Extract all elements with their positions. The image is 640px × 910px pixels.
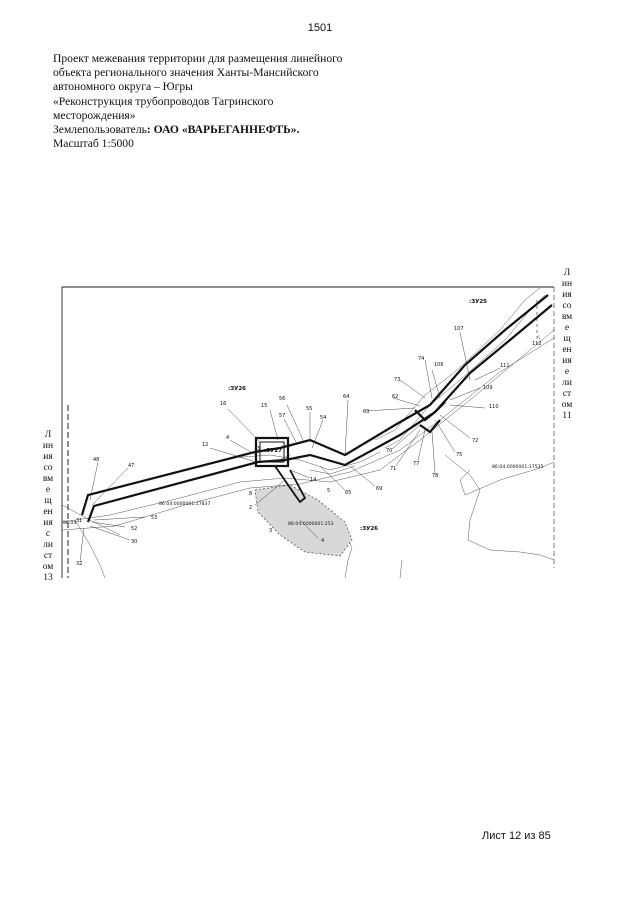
land-user-label: Землепользователь — [53, 123, 147, 137]
point-65: 65 — [345, 490, 352, 496]
title-line-4: «Реконструкция трубопроводов Тагринского — [53, 94, 274, 108]
point-74: 74 — [418, 356, 425, 362]
point-31: 31 — [76, 518, 83, 524]
point-3b: 3 — [269, 528, 273, 534]
title-line-3: автономного округа – Югры — [53, 80, 193, 94]
point-47: 47 — [128, 463, 135, 469]
join-label-fragment: с — [45, 529, 51, 539]
point-70: 70 — [386, 448, 393, 454]
join-label-fragment: ия — [562, 290, 572, 300]
join-label-fragment: Л — [44, 430, 52, 440]
join-label-fragment: ом — [42, 562, 54, 572]
point-16: 16 — [220, 401, 227, 407]
cadastral-253: 86:04:0000001:253 — [288, 522, 334, 527]
point-111: 111 — [500, 363, 510, 369]
join-label-fragment: ли — [43, 540, 53, 550]
point-110: 110 — [489, 404, 499, 410]
cadastral-17837: 86:04:0000001:17837 — [159, 502, 211, 507]
point-69: 69 — [376, 486, 383, 492]
point-54: 54 — [320, 415, 327, 421]
join-label-fragment: 13 — [43, 573, 53, 583]
join-label-fragment: 11 — [562, 411, 572, 421]
right-join-label — [561, 268, 573, 422]
join-label-fragment: вм — [561, 312, 573, 322]
sheet-footer: Лист 12 из 85 — [482, 830, 551, 842]
join-label-fragment: со — [43, 463, 53, 473]
point-112: 112 — [532, 341, 542, 347]
point-4b: 4 — [321, 538, 325, 544]
point-77: 77 — [413, 461, 420, 467]
join-label-fragment: ст — [43, 551, 53, 561]
parcel-zu26-a: :ЗУ26 — [228, 386, 247, 392]
point-78: 78 — [432, 473, 439, 479]
scale-line: Масштаб 1:5000 — [53, 137, 134, 151]
point-14: 14 — [310, 477, 317, 483]
cadastral-left: 86:04: — [63, 521, 78, 526]
join-label-fragment: Л — [563, 268, 571, 278]
join-label-fragment: ия — [43, 518, 53, 528]
left-join-label — [42, 430, 54, 584]
parcel-zu25: :ЗУ25 — [469, 299, 488, 305]
point-109: 109 — [483, 385, 493, 391]
join-label-fragment: ия — [562, 356, 572, 366]
point-64: 64 — [343, 394, 350, 400]
join-label-fragment: ин — [561, 279, 573, 289]
title-line-5: месторождения» — [53, 108, 136, 122]
point-15: 15 — [261, 403, 268, 409]
join-label-fragment: вм — [42, 474, 54, 484]
point-2: 2 — [249, 505, 253, 511]
join-label-fragment: ен — [562, 345, 572, 355]
join-label-fragment: ен — [43, 507, 53, 517]
point-5: 5 — [327, 488, 331, 494]
cadastral-17535: 86:04:0000001:17535 — [492, 465, 544, 470]
point-52: 52 — [131, 526, 138, 532]
point-55: 55 — [306, 406, 313, 412]
point-57: 57 — [279, 413, 286, 419]
point-3: 3 — [257, 446, 261, 452]
parcel-zu27: :ЗУ27 — [264, 448, 283, 454]
join-label-fragment: щ — [44, 496, 52, 506]
join-label-fragment: со — [562, 301, 572, 311]
title-line-1: Проект межевания территории для размещения линейного — [53, 52, 343, 65]
parcel-zu26-b: :ЗУ26 — [360, 526, 379, 532]
point-32: 32 — [76, 561, 83, 567]
join-label-fragment: е — [564, 367, 570, 377]
point-12: 12 — [202, 442, 209, 448]
join-label-fragment: щ — [563, 334, 571, 344]
point-56: 56 — [279, 396, 286, 402]
join-label-fragment: ом — [561, 400, 573, 410]
point-53: 53 — [151, 515, 158, 521]
point-8: 8 — [249, 491, 253, 497]
point-4: 4 — [226, 435, 230, 441]
point-30: 30 — [131, 539, 138, 545]
join-label-fragment: е — [564, 323, 570, 333]
join-label-fragment: ия — [43, 452, 53, 462]
point-48: 48 — [93, 457, 100, 463]
point-106: 106 — [434, 362, 444, 368]
page-number: 1501 — [307, 22, 333, 34]
join-label-fragment: ли — [562, 378, 572, 388]
point-75: 75 — [456, 452, 463, 458]
point-71: 71 — [390, 466, 397, 472]
point-62: 62 — [392, 394, 399, 400]
point-72: 72 — [472, 438, 479, 444]
join-label-fragment: ст — [562, 389, 572, 399]
land-user-value: : ОАО «ВАРЬЕГАННЕФТЬ». — [146, 123, 300, 137]
point-107: 107 — [454, 326, 464, 332]
point-73: 73 — [394, 377, 401, 383]
title-line-2: объекта регионального значения Ханты-Мансийского — [53, 66, 319, 80]
join-label-fragment: е — [45, 485, 51, 495]
point-63: 63 — [363, 409, 370, 415]
join-label-fragment: ин — [42, 441, 54, 451]
